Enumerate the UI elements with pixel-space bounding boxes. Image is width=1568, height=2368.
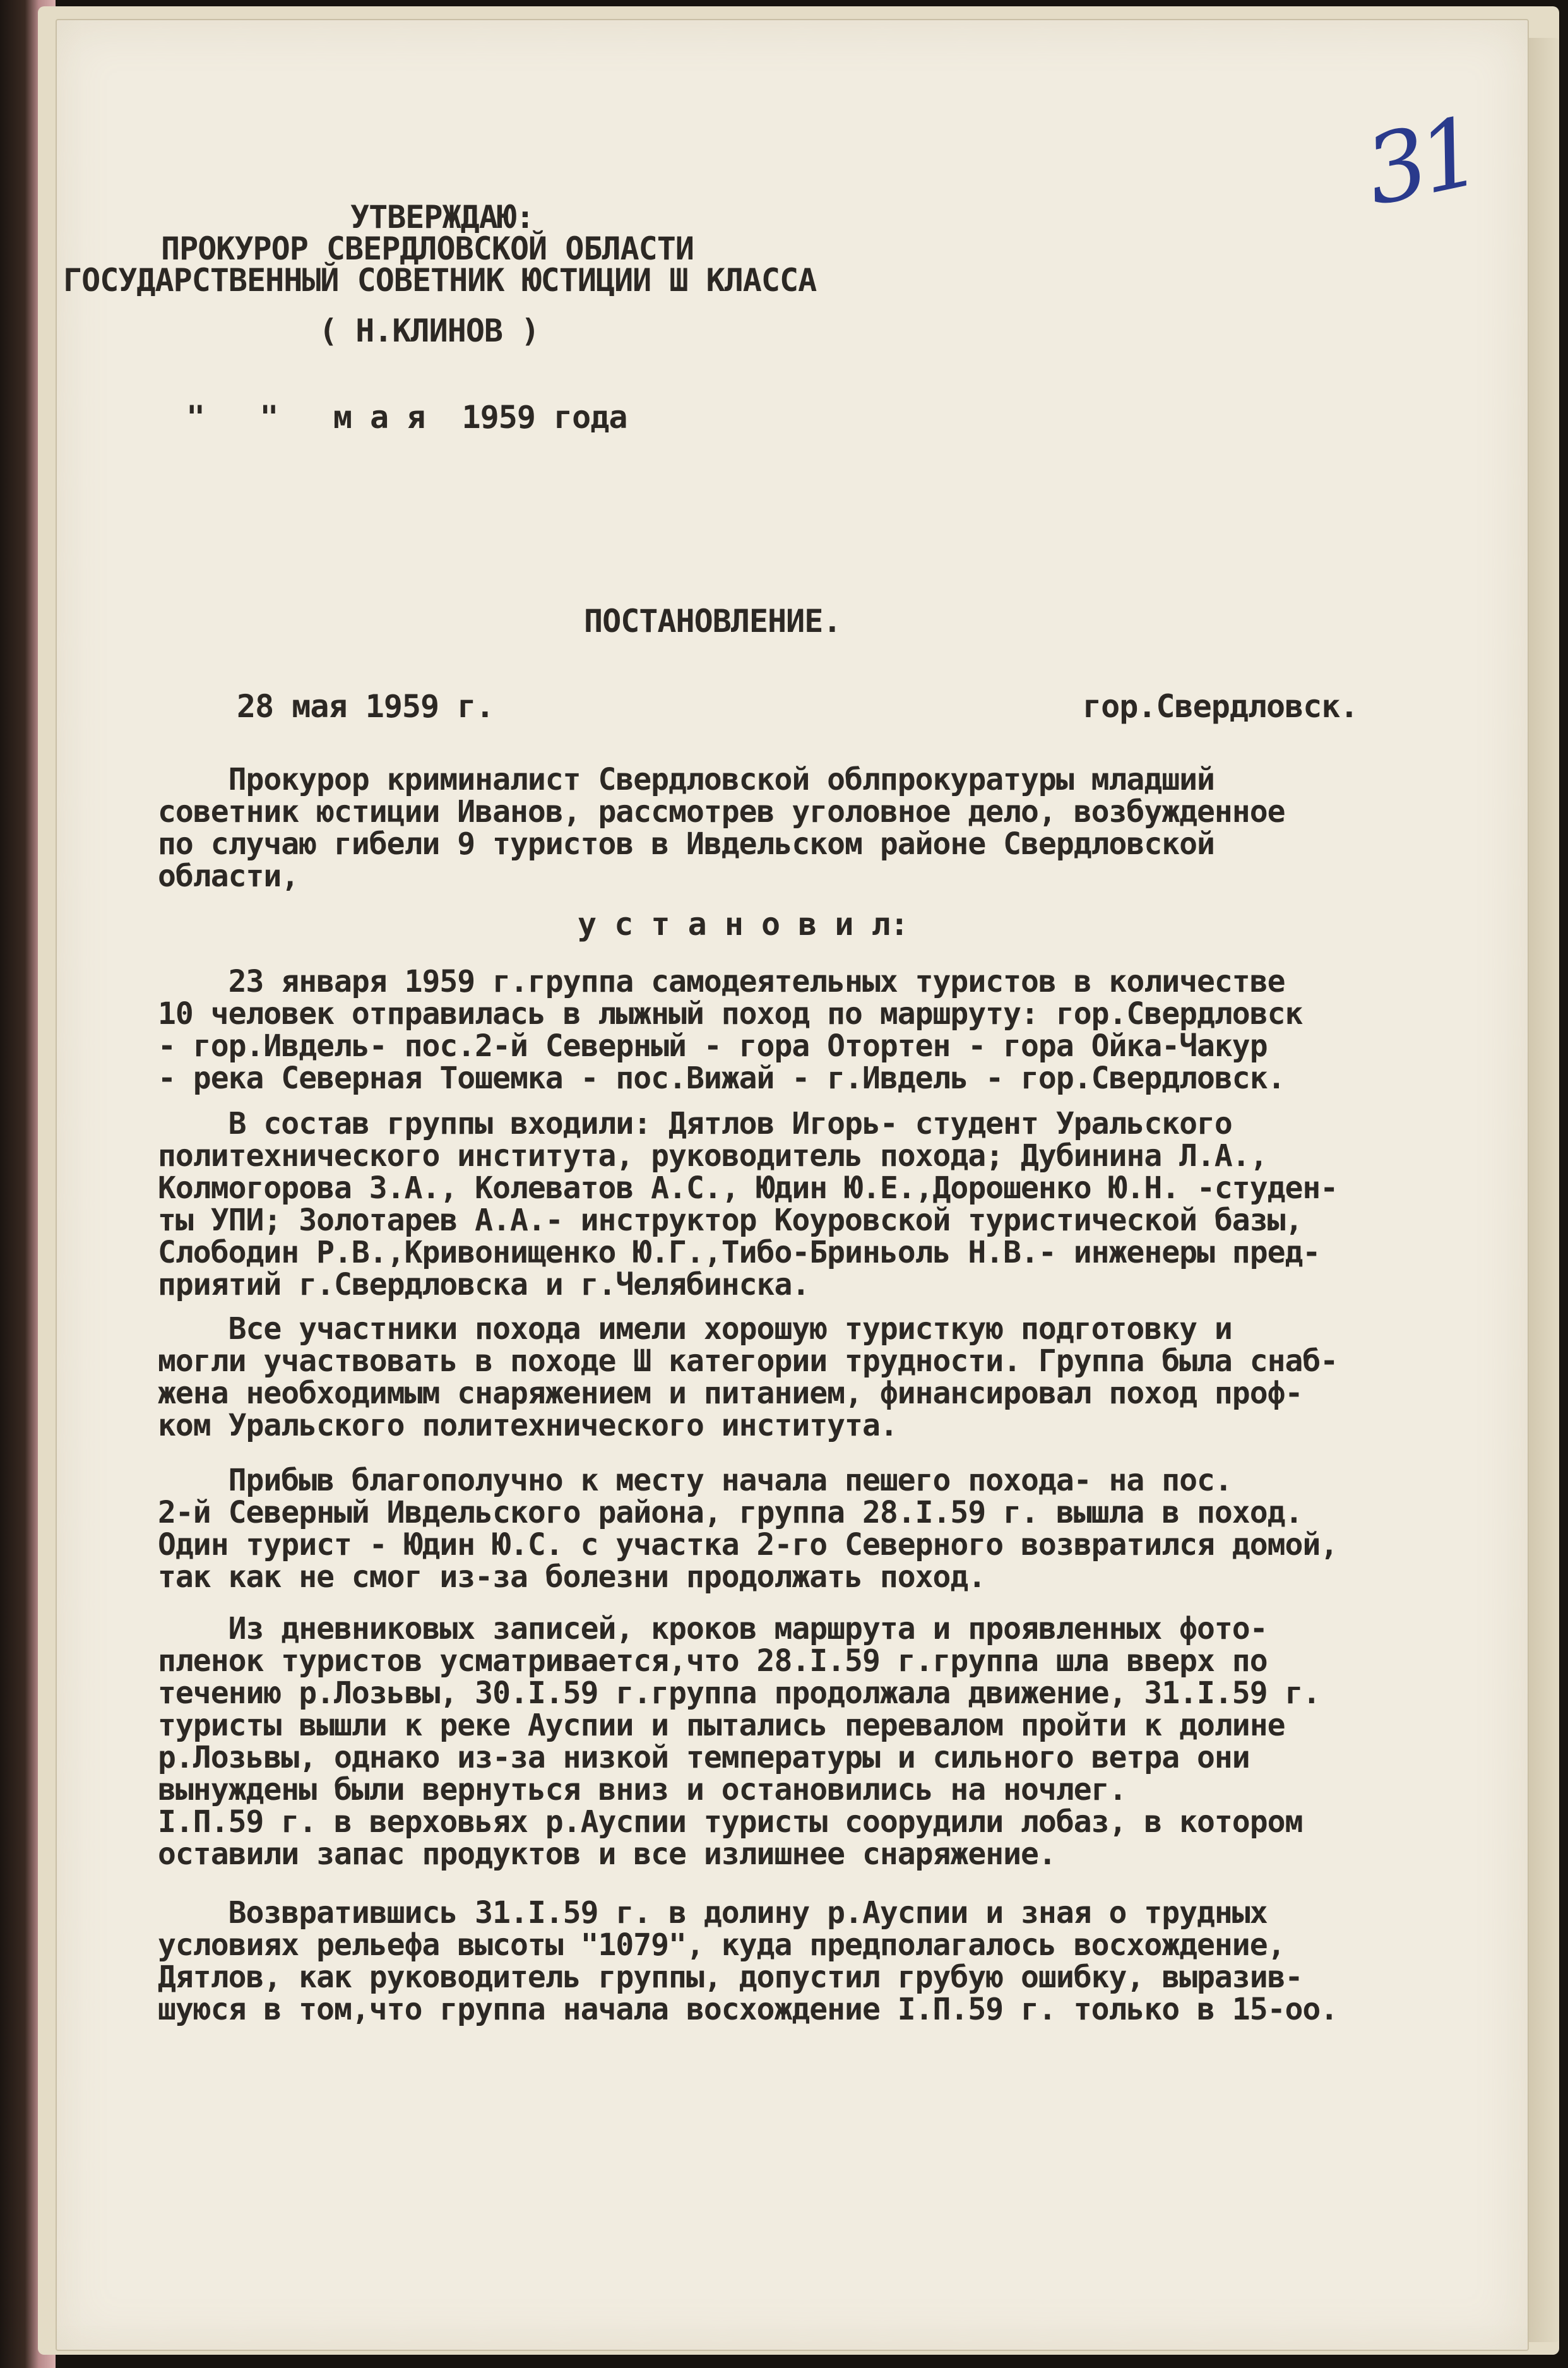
text-line: р.Лозьвы, однако из-за низкой температуры и сильного ветра они: [158, 1740, 1250, 1775]
text-line: Из дневниковых записей, кроков маршрута и проявленных фото-: [158, 1611, 1268, 1646]
text-line: В состав группы входили: Дятлов Игорь- студент Уральского: [158, 1106, 1232, 1141]
intro-paragraph: [158, 764, 1439, 893]
approval-signatory: ( Н.КЛИНОВ ): [319, 312, 540, 349]
text-line: туристы вышли к реке Ауспии и пытались перевалом пройти к долине: [158, 1708, 1285, 1743]
paragraph-preparation: [158, 1313, 1439, 1442]
text-line: Прокурор криминалист Свердловской облпрокуратуры младший: [158, 762, 1215, 797]
paragraph-ascent: [158, 1897, 1439, 2026]
text-line: так как не смог из-за болезни продолжать поход.: [158, 1559, 986, 1595]
document-title: ПОСТАНОВЛЕНИЕ.: [584, 603, 841, 640]
text-line: I.П.59 г. в верховьях р.Ауспии туристы соорудили лобаз, в котором: [158, 1804, 1303, 1840]
text-line: Слободин Р.В.,Кривонищенко Ю.Г.,Тибо-Бриньоль Н.В.- инженеры пред-: [158, 1235, 1321, 1270]
text-line: - гор.Ивдель- пос.2-й Северный - гора Отортен - гора Ойка-Чакур: [158, 1028, 1268, 1064]
text-line: Возвратившись 31.I.59 г. в долину р.Ауспии и зная о трудных: [158, 1895, 1268, 1931]
text-line: советник юстиции Иванов, рассмотрев уголовное дело, возбужденное: [158, 794, 1285, 830]
text-line: по случаю гибели 9 туристов в Ивдельском районе Свердловской: [158, 826, 1215, 862]
text-line: - река Северная Тошемка - пос.Вижай - г.Ивдель - гор.Свердловск.: [158, 1061, 1285, 1096]
text-line: Дятлов, как руководитель группы, допустил грубую ошибку, выразив-: [158, 1960, 1303, 1995]
text-line: могли участвовать в походе Ш категории трудности. Группа была снаб-: [158, 1343, 1338, 1379]
approval-line-3: ГОСУДАРСТВЕННЫЙ СОВЕТНИК ЮСТИЦИИ Ш КЛАССА: [63, 262, 817, 299]
text-line: Все участники похода имели хорошую туристкую подготовку и: [158, 1311, 1232, 1347]
paragraph-route: [158, 966, 1439, 1095]
text-line: приятий г.Свердловска и г.Челябинска.: [158, 1267, 810, 1302]
approval-date: " " м а я 1959 года: [186, 399, 627, 436]
text-line: Прибыв благополучно к месту начала пешего похода- на пос.: [158, 1463, 1232, 1498]
text-line: области,: [158, 859, 299, 894]
text-line: Колмогорова З.А., Колеватов А.С., Юдин Ю.Е.,Дорошенко Ю.Н. -студен-: [158, 1170, 1338, 1206]
text-line: 23 января 1959 г.группа самодеятельных туристов в количестве: [158, 964, 1285, 999]
text-line: вынуждены были вернуться вниз и остановились на ночлег.: [158, 1772, 1127, 1807]
text-line: 10 человек отправилась в лыжный поход по маршруту: гор.Свердловск: [158, 996, 1303, 1032]
established-heading: у с т а н о в и л:: [578, 906, 908, 943]
paragraph-members: [158, 1108, 1439, 1301]
paragraph-diaries: [158, 1613, 1439, 1871]
text-line: шуюся в том,что группа начала восхождение I.П.59 г. только в 15-оо.: [158, 1992, 1338, 2027]
text-line: условиях рельефа высоты "1079", куда предполагалось восхождение,: [158, 1927, 1285, 1963]
text-line: политехнического института, руководитель похода; Дубинина Л.А.,: [158, 1138, 1268, 1174]
approval-line-1: УТВЕРЖДАЮ:: [350, 199, 535, 235]
text-line: 2-й Северный Ивдельского района, группа 28.I.59 г. вышла в поход.: [158, 1495, 1303, 1530]
text-line: Один турист - Юдин Ю.С. с участка 2-го Северного возвратился домой,: [158, 1527, 1338, 1562]
document-place: гор.Свердловск.: [1083, 688, 1358, 725]
handwritten-page-number: 31: [1356, 97, 1485, 227]
text-line: пленок туристов усматривается,что 28.I.59 г.группа шла вверх по: [158, 1643, 1268, 1679]
text-line: течению р.Лозьвы, 30.I.59 г.группа продолжала движение, 31.I.59 г.: [158, 1675, 1321, 1711]
paragraph-departure: [158, 1465, 1439, 1593]
text-line: ты УПИ; Золотарев А.А.- инструктор Коуровской туристической базы,: [158, 1203, 1303, 1238]
approval-line-2: ПРОКУРОР СВЕРДЛОВСКОЙ ОБЛАСТИ: [161, 230, 694, 267]
text-line: ком Уральского политехнического института.: [158, 1408, 898, 1443]
text-line: оставили запас продуктов и все излишнее снаряжение.: [158, 1836, 1056, 1872]
text-line: жена необходимым снаряжением и питанием, финансировал поход проф-: [158, 1376, 1303, 1411]
document-date: 28 мая 1959 г.: [237, 688, 494, 725]
